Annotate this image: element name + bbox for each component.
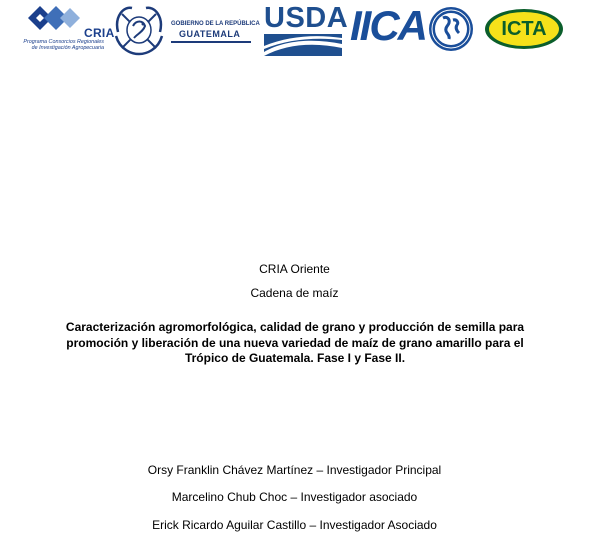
cria-subtitle: Programa Consorcios Regionales de Investigación Agropecuaria	[23, 39, 104, 51]
globe-icon	[428, 6, 474, 52]
document-title	[40, 320, 550, 367]
title-line-3: Trópico de Guatemala. Fase I y Fase II.	[184, 351, 406, 365]
coat-of-arms-icon	[110, 2, 168, 58]
cria-logo	[22, 4, 115, 60]
program-name: CRIA Oriente	[259, 262, 330, 276]
guatemala-coat-of-arms	[110, 2, 168, 58]
gov-underline	[171, 41, 251, 43]
author-principal: Orsy Franklin Chávez Martínez – Investigador Principal	[147, 463, 442, 477]
author-associate-1: Marcelino Chub Choc – Investigador asociado	[171, 490, 418, 504]
icta-text: ICTA	[501, 18, 547, 40]
icta-logo	[484, 8, 564, 50]
gov-line2: GUATEMALA	[179, 29, 241, 39]
logo-bar	[0, 0, 589, 62]
cria-name: CRIA	[84, 26, 115, 40]
usda-hills-icon	[264, 34, 342, 56]
value-chain: Cadena de maíz	[250, 286, 339, 300]
author-associate-2: Erick Ricardo Aguilar Castillo – Investigador Asociado	[152, 518, 437, 532]
guatemala-government-logo	[171, 21, 259, 43]
iica-logo	[350, 2, 430, 52]
usda-logo	[264, 2, 349, 56]
cria-emblem-icon	[24, 4, 82, 38]
title-line-1: Caracterización agromorfológica, calidad de grano y producción de semilla para	[65, 320, 525, 334]
iica-text: IICA	[350, 2, 426, 49]
usda-text: USDA	[264, 2, 349, 34]
gov-line1: GOBIERNO DE LA REPÚBLICA	[171, 21, 260, 27]
title-line-2: promoción y liberación de una nueva variedad de maíz de grano amarillo para el	[66, 335, 524, 350]
